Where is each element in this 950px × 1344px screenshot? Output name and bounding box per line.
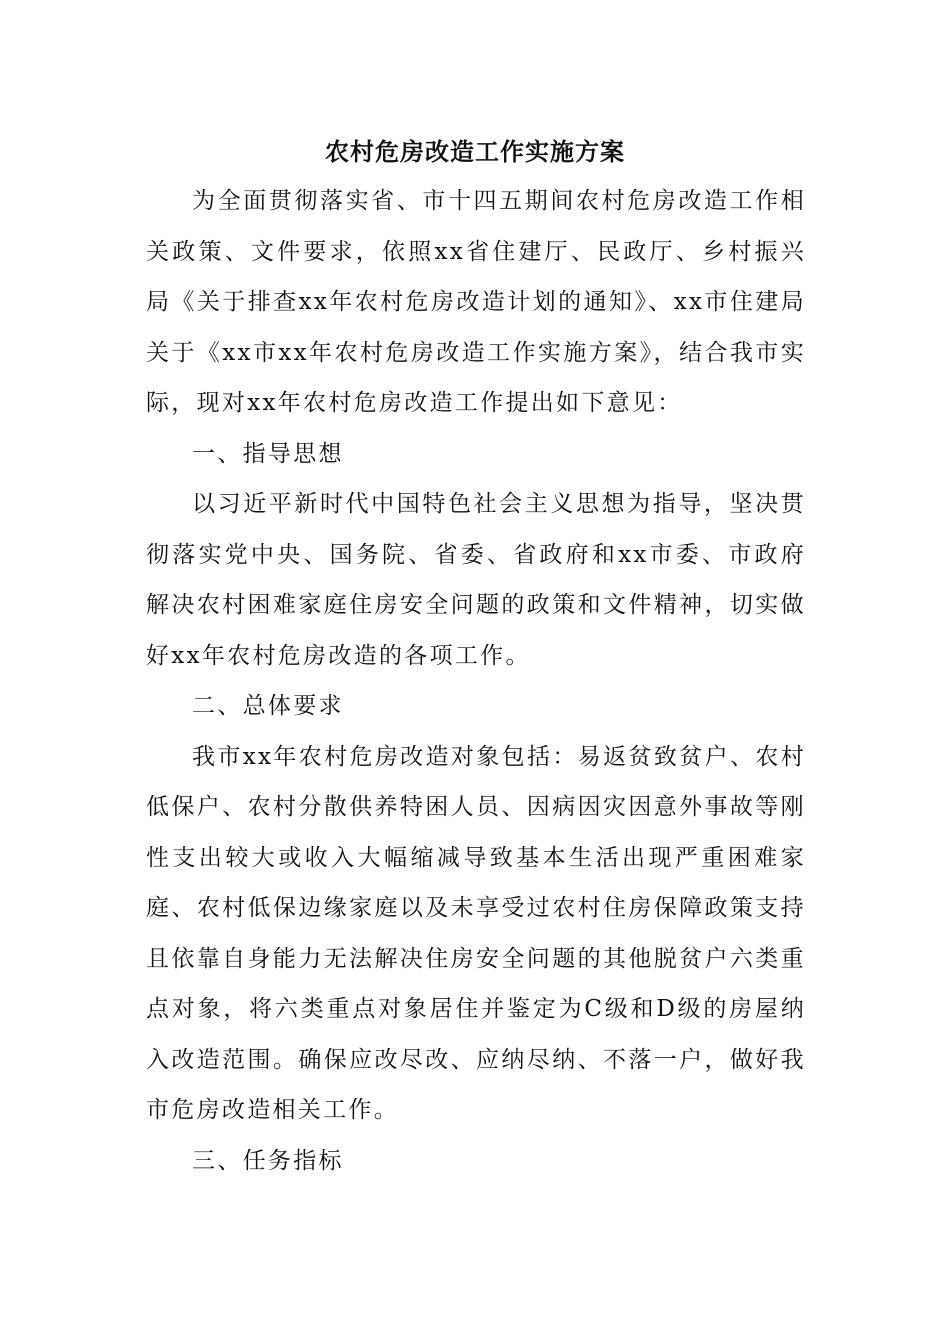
intro-paragraph: 为全面贯彻落实省、市十四五期间农村危房改造工作相关政策、文件要求，依照xx省住建厅、民政厅、乡村振兴局《关于排查xx年农村危房改造计划的通知》、xx市住建局关于《xx市xx年农村危房改造工作实施方案》，结合我市实际，现对xx年农村危房改造工作提出如下意见： [146, 188, 806, 416]
section-heading-general-requirements: 二、总体要求 [192, 693, 344, 719]
section-heading-task-targets: 三、任务指标 [192, 1147, 344, 1174]
general-requirements-paragraph: 我市xx年农村危房改造对象包括：易返贫致贫户、农村低保户、农村分散供养特困人员、因病因灾因意外事故等刚性支出较大或收入大幅缩减导致基本生活出现严重困难家庭、农村低保边缘家庭以及未享受过农村住房保障政策支持且依靠自身能力无法解决住房安全问题的其他脱贫户六类重点对象，将六类重点对象居住并鉴定为C级和D级的房屋纳入改造范围。确保应改尽改、应纳尽纳、不落一户，做好我市危房改造相关工作。 [146, 743, 806, 1123]
document-title: 农村危房改造工作实施方案 [325, 137, 625, 166]
guiding-ideology-paragraph: 以习近平新时代中国特色社会主义思想为指导，坚决贯彻落实党中央、国务院、省委、省政府和xx市委、市政府解决农村困难家庭住房安全问题的政策和文件精神，切实做好xx年农村危房改造的各项工作。 [146, 491, 806, 669]
section-heading-guiding-ideology: 一、指导思想 [192, 440, 344, 467]
document-body [146, 176, 806, 1186]
